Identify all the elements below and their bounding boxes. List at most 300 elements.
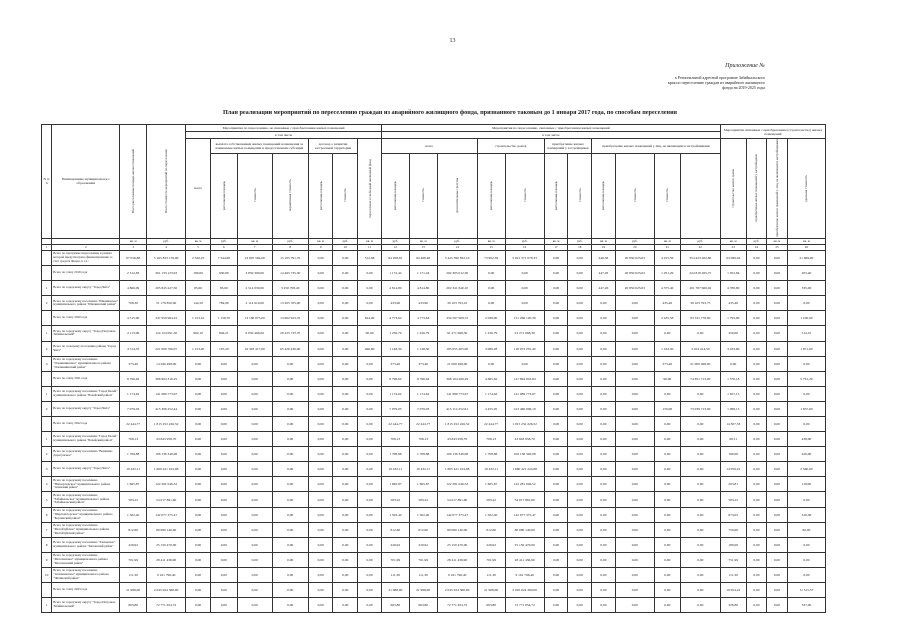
value-cell: 0,00: [272, 552, 308, 567]
value-cell: 19 054,22: [720, 583, 746, 598]
value-cell: 0,00: [746, 567, 767, 582]
row-number: 9: [42, 552, 52, 567]
value-cell: 5 425 390 852,10: [437, 250, 477, 265]
header-name: Наименование муниципального образования: [52, 125, 120, 239]
value-cell: 0,00: [186, 401, 211, 416]
value-cell: 0,00: [272, 432, 308, 447]
value-cell: 15 105 791,70: [272, 250, 308, 265]
value-cell: 1 708,88: [477, 447, 505, 462]
value-cell: 0,00: [568, 583, 592, 598]
value-cell: 23 907 584,00: [237, 250, 272, 265]
value-cell: 2 326,25: [186, 250, 211, 265]
municipality-name: Всего по программе переселения, в рамках которой предусмотрено финансирование за счет средств Фонда, в т.ч.:: [52, 250, 120, 265]
value-cell: 5 021 371 070,33: [505, 250, 544, 265]
column-number: 12: [381, 244, 409, 250]
value-cell: 0,00: [544, 492, 568, 507]
value-cell: 0,00: [308, 356, 333, 371]
value-cell: 0,00: [568, 567, 592, 582]
value-cell: 0,00: [308, 326, 333, 341]
value-cell: 7 344,68: [210, 250, 237, 265]
value-cell: 0,00: [615, 371, 654, 386]
value-cell: 750,00: [720, 522, 746, 537]
value-cell: 2 038,00: [477, 311, 505, 326]
municipality-name: Всего по этапу 2020 года: [52, 311, 120, 326]
value-cell: 1 174,62: [409, 386, 437, 401]
table-row: [42, 598, 826, 613]
value-cell: 0,00: [568, 537, 592, 552]
value-cell: 7 079,03: [381, 401, 409, 416]
value-cell: 0,00: [308, 296, 333, 311]
value-cell: 0,00: [767, 492, 788, 507]
column-number: 18: [568, 244, 592, 250]
row-number: 4: [42, 477, 52, 492]
value-cell: 812,60: [120, 522, 147, 537]
value-cell: 19 432,11: [381, 462, 409, 477]
value-cell: 0,00: [308, 401, 333, 416]
value-cell: 28 411 436,90: [147, 552, 186, 567]
unit-cell: кв. м: [787, 238, 825, 244]
table-row: [42, 356, 826, 371]
value-cell: 142 077 375,47: [505, 507, 544, 522]
value-cell: 1 068,13: [720, 401, 746, 416]
value-cell: 93 069,94: [720, 250, 746, 265]
value-cell: 0,00: [186, 462, 211, 477]
value-cell: 0,00: [272, 401, 308, 416]
value-cell: 701,99: [120, 552, 147, 567]
header-total-cost: Всего стоимость мероприятий по переселению: [147, 125, 186, 239]
table-row: [42, 447, 826, 462]
value-cell: 0,00: [477, 266, 505, 281]
value-cell: 0,00: [210, 552, 237, 567]
value-cell: 94 958,81: [381, 250, 409, 265]
appendix-description: [625, 75, 765, 90]
value-cell: 0,00: [544, 296, 568, 311]
value-cell: 180,00: [720, 537, 746, 552]
value-cell: 0,00: [654, 326, 680, 341]
value-cell: 80 080 140,00: [437, 522, 477, 537]
value-cell: 337,00: [787, 598, 825, 613]
table-row: [42, 296, 826, 311]
header-group-right: Мероприятия по переселению, связанные с приобретением жилых помещений: [381, 125, 720, 132]
header-left-total: всего: [186, 139, 211, 239]
value-cell: 0,00: [767, 462, 788, 477]
unit-cell: руб.: [437, 238, 477, 244]
value-cell: 440,36: [592, 250, 616, 265]
value-cell: 1 174,62: [381, 386, 409, 401]
appendix-line: к Региональной адресной программе Забайкальского: [674, 75, 765, 80]
value-cell: 19 432,11: [120, 462, 147, 477]
unit-cell: кв. м: [720, 238, 746, 244]
value-cell: 54 017 891,60: [437, 492, 477, 507]
value-cell: 0,00: [767, 341, 788, 356]
value-cell: 22 444,77: [120, 417, 147, 432]
municipality-name: Всего по городскому поселению "Оловяннинское" муниципального района "Оловяннинский район": [52, 356, 120, 371]
table-row: [42, 567, 826, 582]
value-cell: 9 161 796,40: [505, 567, 544, 582]
value-cell: 60,00: [787, 522, 825, 537]
column-number: 3: [120, 244, 147, 250]
value-cell: 0,00: [333, 522, 358, 537]
value-cell: 0,00: [615, 537, 654, 552]
value-cell: 335,00: [787, 281, 825, 296]
value-cell: 0,00: [568, 522, 592, 537]
value-cell: 0,00: [237, 552, 272, 567]
value-cell: 0,00: [615, 567, 654, 582]
value-cell: 0,00: [477, 281, 505, 296]
value-cell: 13 180 875,00: [237, 311, 272, 326]
value-cell: 1 256,79: [409, 326, 437, 341]
row-number: [42, 250, 52, 265]
value-cell: 0,00: [272, 356, 308, 371]
value-cell: 25 150 470,00: [437, 537, 477, 552]
column-number: 10: [333, 244, 358, 250]
value-cell: 1 708,88: [120, 447, 147, 462]
value-cell: 0,00: [186, 583, 211, 598]
value-cell: 201 787 660,02: [680, 281, 720, 296]
value-cell: 16 303 417,00: [237, 341, 272, 356]
value-cell: 0,00: [186, 567, 211, 582]
value-cell: 2 514 030,00: [237, 281, 272, 296]
column-number: 16: [505, 244, 544, 250]
value-cell: 1 665,87: [409, 477, 437, 492]
table-row: [42, 326, 826, 341]
value-cell: 11 515,57: [787, 583, 825, 598]
value-cell: 0,00: [358, 537, 382, 552]
value-cell: 0,00: [272, 371, 308, 386]
value-cell: 0,00: [592, 598, 616, 613]
value-cell: 6 050 466,00: [237, 326, 272, 341]
value-cell: 0,00: [568, 598, 592, 613]
value-cell: 0,00: [544, 281, 568, 296]
value-cell: 0,00: [746, 598, 767, 613]
municipality-name: Всего по городскому поселению "Вершино-Дарасунское": [52, 447, 120, 462]
value-cell: 583,22: [120, 492, 147, 507]
row-number: [42, 583, 52, 598]
value-cell: 1 815 252 226,52: [505, 417, 544, 432]
value-cell: 2 312,83: [120, 266, 147, 281]
value-cell: 21 000 498,00: [437, 356, 477, 371]
value-cell: 106 136 340,08: [505, 447, 544, 462]
value-cell: 21 988,00: [409, 583, 437, 598]
value-cell: 0,00: [654, 386, 680, 401]
value-cell: 398 104 266,29: [437, 371, 477, 386]
value-cell: 0,00: [615, 356, 654, 371]
value-cell: 122 281 046,52: [147, 477, 186, 492]
value-cell: 0,00: [746, 356, 767, 371]
value-cell: 21 988,00: [381, 583, 409, 598]
municipality-name: Всего по городскому округу "Город Петровск-Забайкальский": [52, 598, 120, 613]
value-cell: 0,00: [544, 356, 568, 371]
value-cell: 0,00: [186, 598, 211, 613]
value-cell: 0,00: [544, 432, 568, 447]
value-cell: 0,00: [544, 477, 568, 492]
value-cell: 0,00: [308, 552, 333, 567]
value-cell: 118,00: [787, 477, 825, 492]
value-cell: 0,00: [767, 447, 788, 462]
value-cell: 0,00: [746, 250, 767, 265]
value-cell: 0,00: [505, 356, 544, 371]
header-sub: расселяемая площадь: [308, 153, 333, 238]
value-cell: 141 989 773,67: [147, 386, 186, 401]
value-cell: 0,00: [186, 386, 211, 401]
value-cell: 0,00: [308, 311, 333, 326]
value-cell: 72 771 654,72: [147, 598, 186, 613]
value-cell: 150,00: [654, 401, 680, 416]
value-cell: 0,00: [237, 386, 272, 401]
value-cell: 0,00: [308, 522, 333, 537]
value-cell: 447,26: [592, 281, 616, 296]
value-cell: 0,00: [210, 417, 237, 432]
value-cell: 0,00: [308, 567, 333, 582]
value-cell: 0,00: [767, 401, 788, 416]
unit-cell: кв. м: [409, 238, 437, 244]
value-cell: 0,00: [308, 477, 333, 492]
value-cell: 0,00: [333, 537, 358, 552]
value-cell: 0,00: [308, 386, 333, 401]
value-cell: 20 850 023,03: [615, 281, 654, 296]
value-cell: 0,00: [746, 386, 767, 401]
value-cell: 0,00: [186, 537, 211, 552]
value-cell: 0,00: [592, 311, 616, 326]
row-number: 1: [42, 281, 52, 296]
value-cell: 0,00: [615, 507, 654, 522]
value-cell: 141 989 773,67: [437, 386, 477, 401]
value-cell: 0,00: [680, 598, 720, 613]
value-cell: 4 814,80: [409, 281, 437, 296]
value-cell: 54 017 891,60: [505, 492, 544, 507]
value-cell: 4 515,90: [120, 311, 147, 326]
column-number: 23: [720, 244, 746, 250]
municipality-name: Всего по городскому округу "Город Петровск-Забайкальский": [52, 326, 120, 341]
value-cell: 203,81: [720, 477, 746, 492]
value-cell: 39 103 793,10: [437, 296, 477, 311]
value-cell: 0,00: [186, 417, 211, 432]
table-row: [42, 371, 826, 386]
value-cell: 0,00: [654, 462, 680, 477]
value-cell: 229,92: [120, 537, 147, 552]
value-cell: 0,00: [746, 432, 767, 447]
value-cell: 0,00: [544, 341, 568, 356]
value-cell: 0,00: [358, 567, 382, 582]
table-row: [42, 311, 826, 326]
value-cell: 0,00: [787, 296, 825, 311]
value-cell: 0,00: [767, 371, 788, 386]
header-row2-right: в том числе: [381, 132, 720, 139]
value-cell: 1 163,30: [654, 341, 680, 356]
value-cell: 0,00: [592, 326, 616, 341]
appendix-label: Приложение №: [725, 63, 765, 69]
value-cell: 65 426 436,00: [272, 341, 308, 356]
value-cell: 229,92: [477, 537, 505, 552]
value-cell: 0,00: [358, 417, 382, 432]
value-cell: 0,00: [308, 583, 333, 598]
value-cell: 663,80: [120, 598, 147, 613]
value-cell: 0,00: [654, 567, 680, 582]
unit-cell: кв. м: [120, 238, 147, 244]
value-cell: 1 052,84: [720, 266, 746, 281]
column-number: 24: [746, 244, 767, 250]
value-cell: 151 266 120,30: [505, 311, 544, 326]
value-cell: 0,00: [544, 371, 568, 386]
value-cell: 0,00: [680, 552, 720, 567]
value-cell: 22 444,77: [381, 417, 409, 432]
value-cell: 1 502,40: [477, 507, 505, 522]
value-cell: 19 432,11: [477, 462, 505, 477]
value-cell: 74 651 713,00: [680, 371, 720, 386]
value-cell: 0,00: [654, 417, 680, 432]
value-cell: 0,00: [746, 462, 767, 477]
municipality-name: Всего по сельскому поселению района "Город Чита": [52, 341, 120, 356]
value-cell: 0,00: [333, 447, 358, 462]
value-cell: 144,50: [186, 296, 211, 311]
value-cell: 0,00: [186, 552, 211, 567]
value-cell: 80 080 140,00: [147, 522, 186, 537]
value-cell: 0,00: [544, 537, 568, 552]
value-cell: 90,00: [654, 371, 680, 386]
value-cell: 5 165 833 176,99: [147, 250, 186, 265]
unit-cell: руб.: [568, 238, 592, 244]
value-cell: 301 133 123,93: [147, 266, 186, 281]
value-cell: 0,00: [358, 356, 382, 371]
value-cell: 0,00: [592, 477, 616, 492]
value-cell: 354 423 202,80: [680, 250, 720, 265]
value-cell: 0,00: [568, 552, 592, 567]
value-cell: 2 045 024 360,00: [505, 583, 544, 598]
value-cell: 21 669,00: [787, 250, 825, 265]
value-cell: 4 375,40: [654, 281, 680, 296]
municipality-name: Всего по городскому поселению "Атамановское" муниципального района "Читинский район": [52, 567, 120, 582]
value-cell: 0,00: [237, 522, 272, 537]
value-cell: 701,99: [381, 552, 409, 567]
value-cell: 0,00: [615, 326, 654, 341]
value-cell: 0,00: [186, 492, 211, 507]
value-cell: 0,00: [654, 447, 680, 462]
value-cell: 0,00: [592, 401, 616, 416]
municipality-name: Всего по городскому поселению "Новоорловское" муниципального района "Агинский район": [52, 477, 120, 492]
value-cell: 39 103 793,75: [680, 296, 720, 311]
municipality-name: Всего по городскому поселению "Забайкальское" муниципального района "Забайкальский район": [52, 492, 120, 507]
value-cell: 0,00: [272, 598, 308, 613]
value-cell: 0,00: [680, 583, 720, 598]
value-cell: 846,21: [210, 326, 237, 341]
value-cell: 438,00: [787, 432, 825, 447]
value-cell: 0,00: [615, 401, 654, 416]
value-cell: 1 708,88: [409, 447, 437, 462]
unit-cell: кв. м: [592, 238, 616, 244]
value-cell: 0,00: [592, 552, 616, 567]
value-cell: 0,00: [544, 583, 568, 598]
unit-cell: кв. м: [308, 238, 333, 244]
value-cell: 0,00: [358, 386, 382, 401]
value-cell: 0,00: [592, 432, 616, 447]
value-cell: 167,20: [210, 341, 237, 356]
value-cell: 0,00: [358, 598, 382, 613]
value-cell: 0,00: [654, 522, 680, 537]
value-cell: 1 665,87: [120, 477, 147, 492]
value-cell: 0,00: [592, 386, 616, 401]
value-cell: 0,00: [186, 371, 211, 386]
header-sub: стоимость: [409, 153, 437, 238]
row-number: [42, 371, 52, 386]
row-number: 5: [42, 492, 52, 507]
value-cell: 0,00: [186, 432, 211, 447]
value-cell: 0,00: [767, 311, 788, 326]
value-cell: 0,00: [333, 432, 358, 447]
value-cell: 624,00: [358, 311, 382, 326]
value-cell: 111,30: [381, 567, 409, 582]
value-cell: 1 665,87: [477, 477, 505, 492]
value-cell: 0,00: [592, 371, 616, 386]
municipality-name: Всего по городскому поселению "Шерловогорское" муниципального района "Борзинский район": [52, 507, 120, 522]
value-cell: 0,00: [592, 507, 616, 522]
value-cell: 0,00: [746, 583, 767, 598]
value-cell: 0,00: [333, 371, 358, 386]
value-cell: 0,00: [615, 598, 654, 613]
value-cell: 1 174,62: [477, 386, 505, 401]
value-cell: 512,08: [358, 250, 382, 265]
value-cell: 0,00: [272, 537, 308, 552]
table-row: [42, 537, 826, 552]
value-cell: 415 114 252,61: [437, 401, 477, 416]
value-cell: 9 161 796,40: [437, 567, 477, 582]
value-cell: 0,00: [333, 281, 358, 296]
value-cell: 0,00: [592, 522, 616, 537]
value-cell: 43 843 958,70: [437, 432, 477, 447]
value-cell: 0,00: [746, 492, 767, 507]
header-left-development: договор о развитии застроенной территории: [308, 139, 357, 154]
value-cell: 0,00: [186, 507, 211, 522]
header-right-developers: приобретение жилых помещений у застройщиков: [544, 139, 591, 154]
value-cell: 415 396 252,44: [147, 401, 186, 416]
column-number: 19: [592, 244, 616, 250]
value-cell: 0,00: [767, 266, 788, 281]
header-group-far: Мероприятия связанные с приобретением (строительство) жилых помещений: [720, 125, 825, 139]
value-cell: 1 665,87: [381, 477, 409, 492]
value-cell: 0,00: [680, 492, 720, 507]
value-cell: 396 994 316,25: [147, 371, 186, 386]
value-cell: 0,00: [568, 266, 592, 281]
value-cell: 0,00: [746, 401, 767, 416]
header-sub: стоимость: [333, 153, 358, 238]
value-cell: 20 850 023,03: [615, 250, 654, 265]
value-cell: 13 662 923,70: [272, 311, 308, 326]
value-cell: 185 655 405,00: [437, 341, 477, 356]
value-cell: 0,00: [308, 281, 333, 296]
column-number: 20: [615, 244, 654, 250]
value-cell: 4 814,80: [381, 281, 409, 296]
table-header: [42, 125, 826, 251]
value-cell: 0,00: [544, 311, 568, 326]
value-cell: 0,00: [746, 537, 767, 552]
value-cell: 0,00: [746, 507, 767, 522]
value-cell: 0,00: [746, 447, 767, 462]
value-cell: 0,00: [210, 432, 237, 447]
value-cell: 0,00: [592, 462, 616, 477]
unit-cell: руб.: [210, 238, 237, 244]
value-cell: 0,00: [544, 386, 568, 401]
header-sub: расселяемая площадь: [477, 153, 505, 238]
value-cell: 751,99: [720, 552, 746, 567]
value-cell: 91 271 968,30: [437, 326, 477, 341]
row-number: 3: [42, 462, 52, 477]
value-cell: 1 100,00: [787, 311, 825, 326]
value-cell: 91 271 968,30: [505, 326, 544, 341]
header-group-left: Мероприятия по переселению, не связанные с приобретением жилых помещений: [186, 125, 382, 132]
value-cell: 25 150 470,00: [147, 537, 186, 552]
value-cell: 51 178 850,00: [147, 296, 186, 311]
value-cell: 0,00: [505, 266, 544, 281]
header-sub: стоимость: [568, 153, 592, 238]
